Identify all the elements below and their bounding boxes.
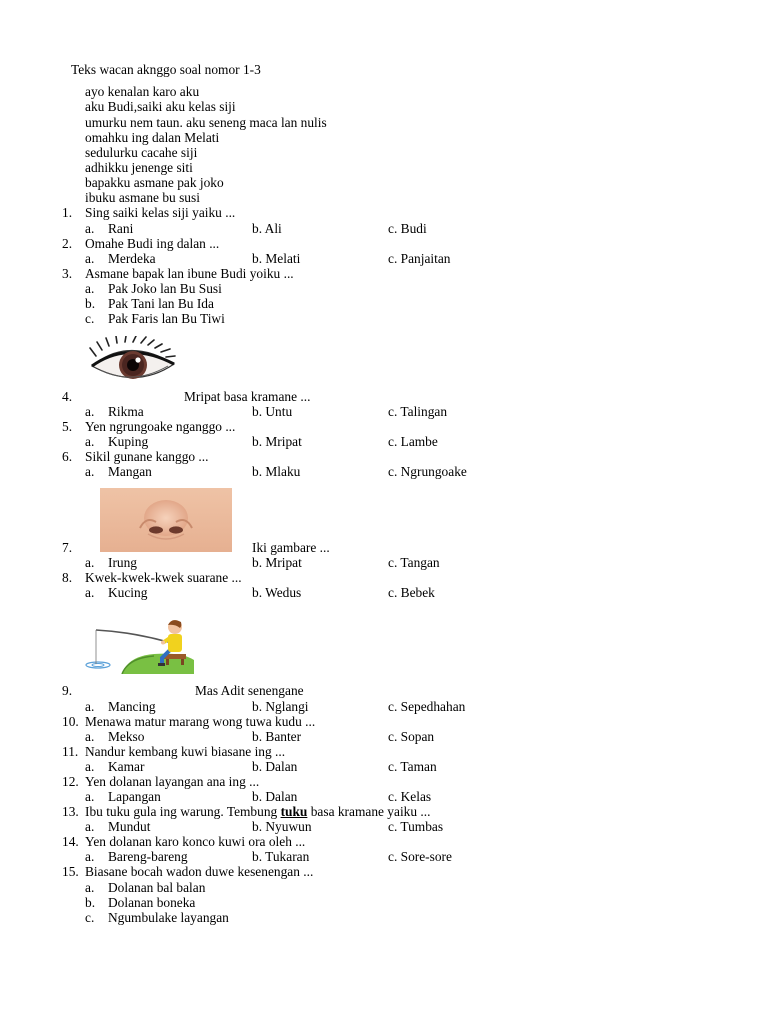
option-c: c. Kelas [388, 789, 432, 804]
option-a: Lapangan [108, 789, 161, 804]
option-a-letter: a. [85, 555, 95, 570]
passage-line: ibuku asmane bu susi [85, 190, 200, 205]
option-a-letter: a. [85, 251, 95, 266]
option-letter: c. [85, 910, 95, 925]
option-a-letter: a. [85, 221, 95, 236]
question-text [85, 804, 430, 819]
option-b: b. Untu [252, 404, 293, 419]
question-number: 11. [62, 744, 79, 759]
passage-line: ayo kenalan karo aku [85, 84, 200, 99]
option-a: Mangan [108, 464, 152, 479]
question-number: 2. [62, 236, 73, 251]
option-b: Pak Tani lan Bu Ida [108, 296, 214, 311]
question-text: Biasane bocah wadon duwe kesenengan ... [85, 864, 314, 879]
option-b: b. Dalan [252, 759, 298, 774]
option-a: Dolanan bal balan [108, 880, 206, 895]
nose-picture [100, 488, 232, 552]
passage-line: umurku nem taun. aku seneng maca lan nulis [85, 115, 327, 130]
option-c: c. Panjaitan [388, 251, 451, 266]
boy-fishing-picture [82, 616, 196, 674]
question-number: 8. [62, 570, 73, 585]
question-text: Omahe Budi ing dalan ... [85, 236, 220, 251]
option-b: b. Wedus [252, 585, 302, 600]
option-b: b. Melati [252, 251, 301, 266]
option-a: Mekso [108, 729, 145, 744]
question-text: Iki gambare ... [252, 540, 330, 555]
option-a: Kuping [108, 434, 149, 449]
question-text: Nandur kembang kuwi biasane ing ... [85, 744, 286, 759]
passage-line: adhikku jenenge siti [85, 160, 193, 175]
question-text: Yen ngrungoake nganggo ... [85, 419, 236, 434]
question-number: 14. [62, 834, 79, 849]
option-c: c. Tangan [388, 555, 440, 570]
option-a: Pak Joko lan Bu Susi [108, 281, 222, 296]
option-a-letter: a. [85, 585, 95, 600]
option-b: b. Nglangi [252, 699, 309, 714]
passage-line: omahku ing dalan Melati [85, 130, 220, 145]
question-text-end: basa kramane yaiku ... [307, 804, 431, 819]
option-c: c. Bebek [388, 585, 435, 600]
question-number: 1. [62, 205, 73, 220]
option-a: Rikma [108, 404, 144, 419]
option-letter: b. [85, 895, 96, 910]
question-number: 12. [62, 774, 79, 789]
option-a-letter: a. [85, 789, 95, 804]
option-c: c. Sopan [388, 729, 435, 744]
option-b: b. Dalan [252, 789, 298, 804]
underlined-word: tuku [280, 804, 308, 819]
option-a-letter: a. [85, 699, 95, 714]
question-text: Sing saiki kelas siji yaiku ... [85, 205, 236, 220]
option-c: c. Lambe [388, 434, 438, 449]
option-a-letter: a. [85, 759, 95, 774]
option-a-letter: a. [85, 464, 95, 479]
option-a: Kucing [108, 585, 148, 600]
option-c: c. Talingan [388, 404, 448, 419]
question-number: 10. [62, 714, 79, 729]
option-c: Pak Faris lan Bu Tiwi [108, 311, 225, 326]
question-text: Menawa matur marang wong tuwa kudu ... [85, 714, 316, 729]
option-a-letter: a. [85, 404, 95, 419]
option-letter: b. [85, 296, 96, 311]
passage-line: bapakku asmane pak joko [85, 175, 224, 190]
option-b: b. Mripat [252, 555, 302, 570]
question-text: Kwek-kwek-kwek suarane ... [85, 570, 242, 585]
question-text: Asmane bapak lan ibune Budi yoiku ... [85, 266, 294, 281]
option-a-letter: a. [85, 849, 95, 864]
option-letter: a. [85, 281, 95, 296]
question-number: 9. [62, 683, 73, 698]
option-b: b. Mlaku [252, 464, 301, 479]
option-letter: a. [85, 880, 95, 895]
question-number: 15. [62, 864, 79, 879]
option-c: c. Sore-sore [388, 849, 452, 864]
heading: Teks wacan aknggo soal nomor 1-3 [71, 62, 261, 77]
question-number: 4. [62, 389, 73, 404]
question-text-start: Ibu tuku gula ing warung. Tembung [85, 804, 281, 819]
option-c: c. Tumbas [388, 819, 444, 834]
option-a: Bareng-bareng [108, 849, 188, 864]
question-text: Yen dolanan layangan ana ing ... [85, 774, 260, 789]
option-c: c. Ngrungoake [388, 464, 467, 479]
question-number: 7. [62, 540, 73, 555]
option-b: Dolanan boneka [108, 895, 196, 910]
option-a: Rani [108, 221, 134, 236]
question-text: Mas Adit senengane [195, 683, 304, 698]
question-text: Yen dolanan karo konco kuwi ora oleh ... [85, 834, 306, 849]
option-b: b. Ali [252, 221, 282, 236]
option-c: c. Taman [388, 759, 437, 774]
question-number: 13. [62, 804, 79, 819]
option-a-letter: a. [85, 434, 95, 449]
passage-line: aku Budi,saiki aku kelas siji [85, 99, 236, 114]
option-a: Mundut [108, 819, 151, 834]
question-text: Mripat basa kramane ... [184, 389, 311, 404]
option-a-letter: a. [85, 819, 95, 834]
option-letter: c. [85, 311, 95, 326]
option-a: Kamar [108, 759, 145, 774]
option-a: Irung [108, 555, 138, 570]
option-b: b. Nyuwun [252, 819, 312, 834]
question-text: Sikil gunane kanggo ... [85, 449, 209, 464]
question-number: 5. [62, 419, 73, 434]
option-a: Mancing [108, 699, 156, 714]
question-number: 6. [62, 449, 73, 464]
option-a-letter: a. [85, 729, 95, 744]
option-c: Ngumbulake layangan [108, 910, 229, 925]
eye-picture [88, 336, 178, 390]
question-number: 3. [62, 266, 73, 281]
option-c: c. Budi [388, 221, 427, 236]
option-c: c. Sepedhahan [388, 699, 466, 714]
option-b: b. Tukaran [252, 849, 310, 864]
option-b: b. Banter [252, 729, 302, 744]
option-a: Merdeka [108, 251, 156, 266]
option-b: b. Mripat [252, 434, 302, 449]
passage-line: sedulurku cacahe siji [85, 145, 198, 160]
